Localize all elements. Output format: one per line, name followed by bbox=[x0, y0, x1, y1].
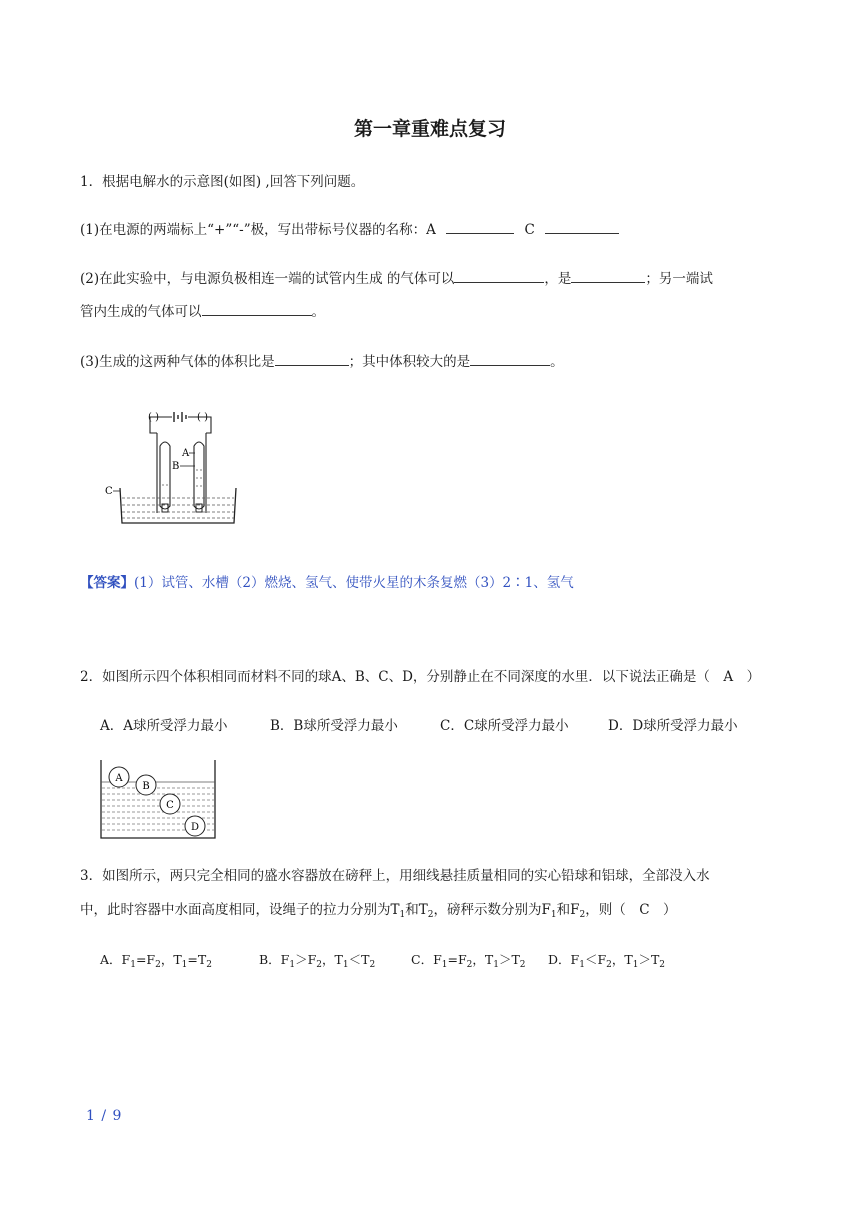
electrolysis-diagram bbox=[102, 408, 252, 534]
blank-a[interactable] bbox=[446, 219, 514, 234]
opt-sub: 2 bbox=[369, 960, 376, 970]
opt-text: ＜T bbox=[348, 952, 370, 967]
blank-larger-gas[interactable] bbox=[470, 351, 550, 366]
q1-part1 bbox=[80, 219, 619, 240]
q1-part2-text-c: ；另一端试 bbox=[645, 271, 713, 287]
opt-sub: 1 bbox=[493, 960, 499, 970]
battery-icon bbox=[174, 412, 186, 422]
q3-stem-line1: 3．如图所示，两只完全相同的盛水容器放在磅秤上，用细线悬挂质量相同的实心铅球和铝球，全部没入水 bbox=[80, 868, 710, 884]
opt-sub: 1 bbox=[130, 960, 136, 970]
ball-c bbox=[160, 794, 180, 814]
opt-sub: 1 bbox=[289, 960, 296, 970]
q3-option-b[interactable] bbox=[259, 950, 375, 975]
svg-text:A: A bbox=[115, 773, 123, 784]
blank-gas-name[interactable] bbox=[571, 268, 645, 283]
q3-text-a: 中，此时容器中水面高度相同，设绳子的拉力分别为T bbox=[80, 902, 400, 918]
ball-d bbox=[185, 816, 205, 836]
blank-c[interactable] bbox=[545, 219, 619, 234]
test-tube-right bbox=[194, 442, 204, 509]
q2-option-d[interactable]: D．D球所受浮力最小 bbox=[608, 718, 738, 734]
electrode-label-left: ( ) bbox=[148, 412, 159, 423]
blank-gas-test[interactable] bbox=[454, 268, 544, 283]
page-number: 1 / 9 bbox=[86, 1108, 123, 1124]
opt-text: =T bbox=[187, 952, 207, 967]
label-b: B bbox=[172, 461, 180, 472]
opt-sub: 2 bbox=[519, 960, 526, 970]
opt-text: ＞T bbox=[498, 952, 520, 967]
answer-tag: 【答案】 bbox=[80, 575, 134, 591]
label-a: A bbox=[182, 448, 190, 459]
q1-answer bbox=[80, 571, 574, 591]
q1-part2-text-e: 。 bbox=[311, 304, 325, 320]
opt-text: A．F bbox=[100, 952, 131, 967]
sub-1: 1 bbox=[550, 910, 557, 920]
q3-text-c: ，磅秤示数分别为F bbox=[433, 902, 551, 918]
opt-sub: 1 bbox=[579, 960, 585, 970]
q3-text-b: 和T bbox=[405, 902, 428, 918]
opt-text: ＞F bbox=[295, 952, 317, 967]
q1-part1-text: (1)在电源的两端标上“+”“-”极，写出带标号仪器的名称：A bbox=[80, 222, 436, 238]
opt-sub: 2 bbox=[206, 960, 212, 970]
opt-text: ，T bbox=[160, 952, 182, 967]
opt-sub: 1 bbox=[441, 960, 448, 970]
opt-text: C．F bbox=[411, 952, 442, 967]
opt-text: =F bbox=[135, 952, 156, 967]
opt-text: B．F bbox=[259, 952, 290, 967]
opt-sub: 1 bbox=[181, 960, 188, 970]
q1-part2-text-a: (2)在此实验中，与电源负极相连一端的试管内生成 的气体可以 bbox=[80, 271, 455, 287]
q1-part2-line2 bbox=[80, 301, 325, 322]
opt-text: ，T bbox=[472, 952, 494, 967]
electrode-label-right: ( ) bbox=[197, 412, 208, 423]
opt-text: =F bbox=[447, 952, 467, 967]
opt-text: D．F bbox=[548, 952, 580, 967]
q1-part3 bbox=[80, 351, 564, 372]
answer-text: (1）试管、水槽（2）燃烧、氢气、使带火星的木条复燃（3）2∶1、氢气 bbox=[134, 575, 574, 591]
q3-option-d[interactable] bbox=[548, 950, 665, 975]
q3-option-c[interactable] bbox=[411, 950, 526, 975]
balls-in-water-diagram bbox=[99, 758, 217, 840]
q1-stem: 1．根据电解水的示意图(如图) ,回答下列问题。 bbox=[80, 174, 365, 190]
page-title: 第一章重难点复习 bbox=[353, 118, 506, 140]
water-trough bbox=[120, 470, 236, 523]
q1-part1-c: C bbox=[524, 222, 535, 238]
opt-sub: 2 bbox=[155, 960, 161, 970]
q2-option-b[interactable]: B．B球所受浮力最小 bbox=[270, 718, 398, 734]
ball-b bbox=[136, 775, 156, 795]
q2-option-c[interactable]: C．C球所受浮力最小 bbox=[440, 718, 569, 734]
q3-text-d: 和F bbox=[556, 902, 580, 918]
opt-sub: 2 bbox=[316, 960, 323, 970]
opt-sub: 2 bbox=[466, 960, 473, 970]
test-tube-left bbox=[160, 442, 170, 509]
opt-text: ，T bbox=[322, 952, 343, 967]
q2-stem: 2．如图所示四个体积相同而材料不同的球A、B、C、D，分别静止在不同深度的水里．以下说法正确是（ A ） bbox=[80, 669, 761, 685]
q1-part3-text-a: (3)生成的这两种气体的体积比是 bbox=[80, 354, 275, 370]
q1-part2-text-d: 管内生成的气体可以 bbox=[80, 304, 202, 320]
sub-2: 2 bbox=[579, 910, 586, 920]
sub-1: 1 bbox=[399, 910, 406, 920]
q1-part3-text-b: ；其中体积较大的是 bbox=[348, 354, 471, 370]
q1-part2-line1 bbox=[80, 268, 713, 289]
label-c: C bbox=[105, 486, 113, 497]
opt-sub: 2 bbox=[659, 960, 666, 970]
ball-a bbox=[109, 767, 129, 787]
svg-text:C: C bbox=[166, 800, 174, 811]
svg-text:B: B bbox=[142, 781, 150, 792]
opt-text: ＜F bbox=[584, 952, 607, 967]
blank-ratio[interactable] bbox=[275, 351, 349, 366]
opt-sub: 1 bbox=[632, 960, 639, 970]
q3-option-a[interactable] bbox=[100, 950, 212, 975]
q1-part3-text-c: 。 bbox=[550, 354, 564, 370]
svg-text:D: D bbox=[190, 822, 200, 833]
opt-text: ＞T bbox=[638, 952, 660, 967]
opt-text: ，T bbox=[611, 952, 633, 967]
opt-sub: 1 bbox=[342, 960, 349, 970]
q3-stem-line2 bbox=[80, 900, 677, 925]
q2-option-a[interactable]: A．A球所受浮力最小 bbox=[100, 718, 228, 734]
blank-other-gas[interactable] bbox=[202, 301, 312, 316]
q1-part2-text-b: ，是 bbox=[544, 271, 572, 287]
opt-sub: 2 bbox=[606, 960, 612, 970]
q3-text-e: ，则（ C ） bbox=[585, 902, 677, 918]
sub-2: 2 bbox=[427, 910, 434, 920]
